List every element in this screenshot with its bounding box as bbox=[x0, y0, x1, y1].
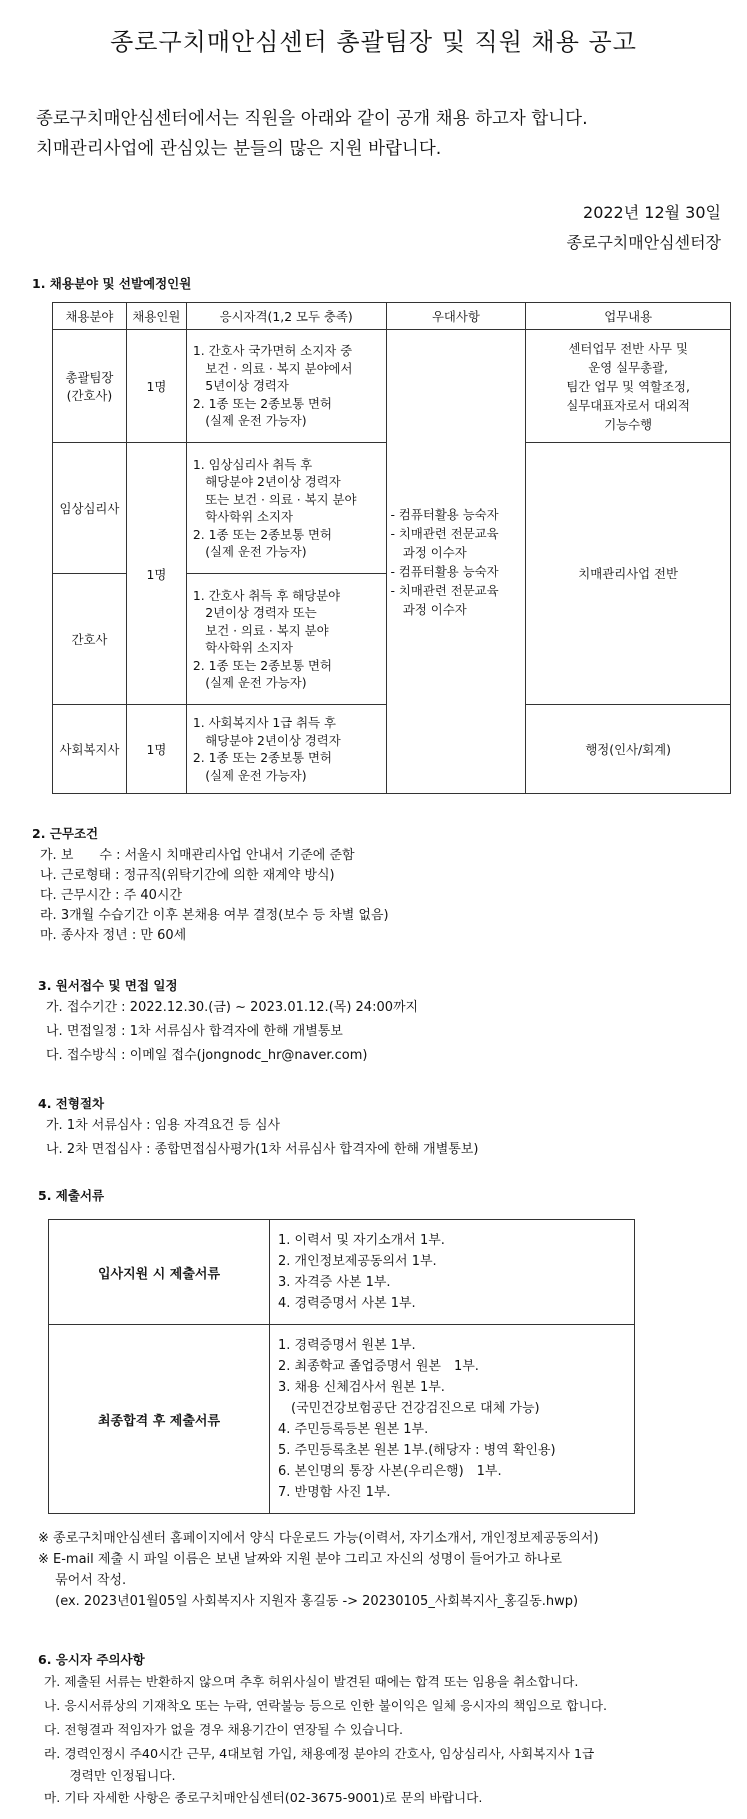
intro-line: 종로구치매안심센터에서는 직원을 아래와 같이 공개 채용 하고자 합니다. bbox=[36, 109, 588, 129]
selection-process bbox=[46, 1114, 478, 1162]
duty-cell: 행정(인사/회계) bbox=[526, 705, 731, 794]
issue-date: 2022년 12월 30일 bbox=[583, 203, 721, 222]
positions-table bbox=[52, 302, 731, 794]
table-row bbox=[49, 1220, 635, 1325]
qualification-cell: 1. 간호사 국가면허 소지자 중 보건 · 의료 · 복지 분야에서 5년이상 경력자 2. 1종 또는 2종보통 면허 (실제 운전 가능자) bbox=[186, 330, 386, 443]
section-heading: 4. 전형절차 bbox=[38, 1096, 105, 1111]
column-header: 업무내용 bbox=[526, 303, 731, 330]
duty-cell: 센터업무 전반 사무 및 운영 실무총괄, 팀간 업무 및 역할조정, 실무대표자로서 대외적 기능수행 bbox=[526, 330, 731, 443]
list-item: 다. 접수방식 : 이메일 접수(jongnodc_hr@naver.com) bbox=[46, 1048, 368, 1063]
issuer: 종로구치매안심센터장 bbox=[566, 233, 721, 252]
field-cell: 간호사 bbox=[53, 574, 127, 705]
documents-group-items: 1. 이력서 및 자기소개서 1부. 2. 개인정보제공동의서 1부. 3. 자격증 사본 1부. 4. 경력증명서 사본 1부. bbox=[270, 1220, 635, 1325]
documents-group-items: 1. 경력증명서 원본 1부. 2. 최종학교 졸업증명서 원본 1부. 3. 채용 신체검사서 원본 1부. (국민건강보험공단 건강검진으로 대체 가능) 4. 주민등록등본 원본 1부. 5. 주민등록초본 원본 1부.(해당자 : 병역 확인용) 6. 본인명의 통장 사본(우리은행) 1부. 7. 반명함 사진 1부. bbox=[270, 1325, 635, 1514]
count-cell: 1명 bbox=[126, 705, 186, 794]
qualification-cell: 1. 임상심리사 취득 후 해당분야 2년이상 경력자 또는 보건 · 의료 · 복지 분야 학사학위 소지자 2. 1종 또는 2종보통 면허 (실제 운전 가능자) bbox=[186, 443, 386, 574]
list-item: 나. 면접일정 : 1차 서류심사 합격자에 한해 개별통보 bbox=[46, 1024, 343, 1039]
page-title: 종로구치매안심센터 총괄팀장 및 직원 채용 공고 bbox=[110, 28, 637, 56]
preference-cell: - 컴퓨터활용 능숙자 - 치매관련 전문교육 과정 이수자 - 컴퓨터활용 능숙자 - 치매관련 전문교육 과정 이수자 bbox=[386, 330, 526, 794]
count-cell: 1명 bbox=[126, 443, 186, 705]
list-item: 라. 3개월 수습기간 이후 본채용 여부 결정(보수 등 차별 없음) bbox=[40, 908, 389, 923]
section-heading: 3. 원서접수 및 면접 일정 bbox=[38, 978, 178, 993]
table-row bbox=[49, 1325, 635, 1514]
table-header-row bbox=[53, 303, 731, 330]
list-item: 경력만 인정됩니다. bbox=[44, 1768, 176, 1783]
column-header: 우대사항 bbox=[386, 303, 526, 330]
section-heading: 6. 응시자 주의사항 bbox=[38, 1652, 145, 1667]
list-item: 라. 경력인정시 주40시간 근무, 4대보험 가입, 채용예정 분야의 간호사, 임상심리사, 사회복지사 1급 bbox=[44, 1746, 595, 1761]
column-header: 채용인원 bbox=[126, 303, 186, 330]
list-item: 마. 기타 자세한 사항은 종로구치매안심센터(02-3675-9001)로 문의 바랍니다. bbox=[44, 1790, 483, 1805]
list-item: 다. 전형결과 적임자가 없을 경우 채용기간이 연장될 수 있습니다. bbox=[44, 1722, 403, 1737]
list-item: 나. 응시서류상의 기재착오 또는 누락, 연락불능 등으로 인한 불이익은 일체 응시자의 책임으로 합니다. bbox=[44, 1698, 607, 1713]
field-cell: 임상심리사 bbox=[53, 443, 127, 574]
list-item: 나. 2차 면접심사 : 종합면접심사평가(1차 서류심사 합격자에 한해 개별통보) bbox=[46, 1142, 479, 1157]
work-conditions bbox=[40, 846, 389, 946]
documents-notes bbox=[38, 1528, 599, 1612]
field-cell: 총괄팀장 (간호사) bbox=[53, 330, 127, 443]
note-line: 묶어서 작성. bbox=[38, 1573, 127, 1588]
section-heading: 5. 제출서류 bbox=[38, 1188, 105, 1203]
qualification-cell: 1. 사회복지사 1급 취득 후 해당분야 2년이상 경력자 2. 1종 또는 2종보통 면허 (실제 운전 가능자) bbox=[186, 705, 386, 794]
issue-block bbox=[566, 198, 721, 258]
intro-text bbox=[36, 104, 588, 164]
table-row bbox=[53, 330, 731, 443]
list-item: 마. 종사자 정년 : 만 60세 bbox=[40, 928, 187, 943]
list-item: 나. 근로형태 : 정규직(위탁기간에 의한 재계약 방식) bbox=[40, 868, 335, 883]
applicant-notices bbox=[44, 1670, 607, 1810]
note-line: ※ E-mail 제출 시 파일 이름은 보낸 날짜와 지원 분야 그리고 자신의 성명이 들어가고 하나로 bbox=[38, 1552, 562, 1567]
column-header: 채용분야 bbox=[53, 303, 127, 330]
list-item: 가. 보 수 : 서울시 치매관리사업 안내서 기준에 준함 bbox=[40, 848, 355, 863]
column-header: 응시자격(1,2 모두 충족) bbox=[186, 303, 386, 330]
section-heading: 1. 채용분야 및 선발예정인원 bbox=[32, 276, 192, 291]
list-item: 가. 1차 서류심사 : 임용 자격요건 등 심사 bbox=[46, 1118, 281, 1133]
field-cell: 사회복지사 bbox=[53, 705, 127, 794]
list-item: 가. 제출된 서류는 반환하지 않으며 추후 허위사실이 발견된 때에는 합격 또는 임용을 취소합니다. bbox=[44, 1674, 579, 1689]
duty-cell: 치매관리사업 전반 bbox=[526, 443, 731, 705]
list-item: 다. 근무시간 : 주 40시간 bbox=[40, 888, 183, 903]
count-cell: 1명 bbox=[126, 330, 186, 443]
list-item: 가. 접수기간 : 2022.12.30.(금) ~ 2023.01.12.(목) 24:00까지 bbox=[46, 1000, 419, 1015]
documents-group-label: 최종합격 후 제출서류 bbox=[49, 1325, 270, 1514]
qualification-cell: 1. 간호사 취득 후 해당분야 2년이상 경력자 또는 보건 · 의료 · 복지 분야 학사학위 소지자 2. 1종 또는 2종보통 면허 (실제 운전 가능자) bbox=[186, 574, 386, 705]
documents-group-label: 입사지원 시 제출서류 bbox=[49, 1220, 270, 1325]
section-heading: 2. 근무조건 bbox=[32, 826, 99, 841]
documents-table bbox=[48, 1219, 635, 1514]
note-line: ※ 종로구치매안심센터 홈페이지에서 양식 다운로드 가능(이력서, 자기소개서, 개인정보제공동의서) bbox=[38, 1531, 599, 1546]
note-line: (ex. 2023년01월05일 사회복지사 지원자 홍길동 -> 20230105_사회복지사_홍길동.hwp) bbox=[38, 1594, 579, 1609]
intro-line: 치매관리사업에 관심있는 분들의 많은 지원 바랍니다. bbox=[36, 139, 442, 159]
application-schedule bbox=[46, 996, 418, 1068]
